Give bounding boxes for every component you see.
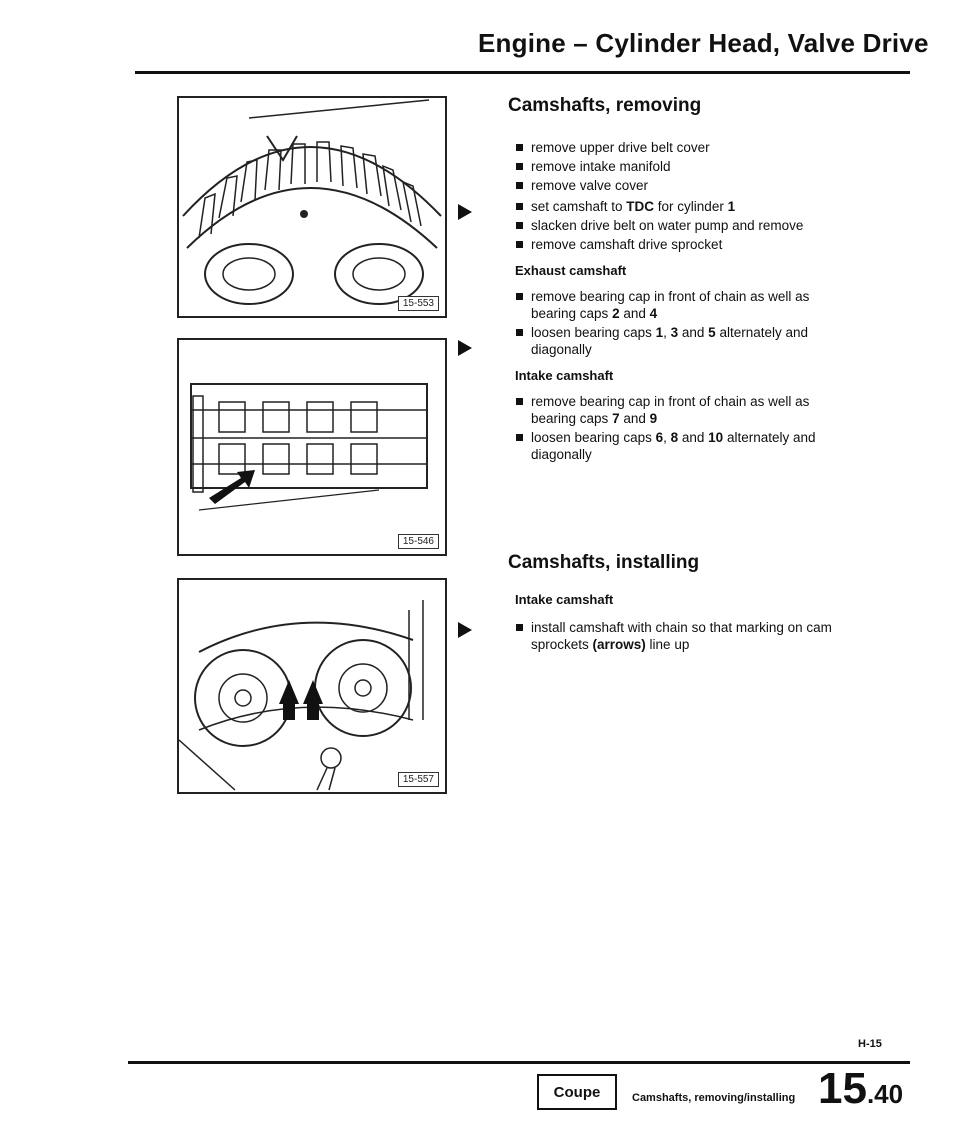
exhaust-steps — [515, 288, 855, 358]
list-item: remove bearing cap in front of chain as well as bearing caps 2 and 4 — [515, 288, 855, 322]
intake-steps — [515, 393, 855, 463]
list-item: remove bearing cap in front of chain as well as bearing caps 7 and 9 — [515, 393, 855, 427]
removing-group-tdc — [515, 198, 855, 253]
list-item: remove upper drive belt cover — [515, 139, 855, 156]
pointer-arrow-icon — [458, 204, 472, 220]
page-title: Engine – Cylinder Head, Valve Drive — [478, 28, 929, 58]
removing-group-prep — [515, 139, 855, 194]
figure-cam-sprockets — [177, 578, 447, 794]
subsection-title-intake-install: Intake camshaft — [515, 592, 614, 607]
list-item: remove camshaft drive sprocket — [515, 236, 855, 253]
figure-sprocket — [177, 96, 447, 318]
figure-label: 15-553 — [398, 296, 439, 311]
figure-label: 15-546 — [398, 534, 439, 549]
pointer-arrow-icon — [458, 340, 472, 356]
figure-label: 15-557 — [398, 772, 439, 787]
pointer-arrow-icon — [458, 622, 472, 638]
section-title-installing: Camshafts, installing — [508, 552, 700, 573]
cam-sprockets-illustration — [179, 580, 445, 792]
model-badge: Coupe — [537, 1074, 617, 1110]
figure-bearing-caps — [177, 338, 447, 556]
list-item: loosen bearing caps 1, 3 and 5 alternately and diagonally — [515, 324, 855, 358]
page-reference: H-15 — [858, 1038, 882, 1050]
subsection-title-intake: Intake camshaft — [515, 368, 614, 383]
footer-rule — [128, 1061, 910, 1064]
list-item: loosen bearing caps 6, 8 and 10 alternately and diagonally — [515, 429, 855, 463]
installing-steps — [515, 592, 855, 655]
sprocket-illustration — [179, 98, 445, 316]
list-item: remove intake manifold — [515, 158, 855, 175]
removing-steps — [515, 139, 855, 465]
subsection-title-exhaust: Exhaust camshaft — [515, 263, 627, 278]
list-item: install camshaft with chain so that marking on cam sprockets (arrows) line up — [515, 619, 855, 653]
list-item: remove valve cover — [515, 177, 855, 194]
header-rule — [135, 71, 910, 74]
list-item: slacken drive belt on water pump and remove — [515, 217, 855, 234]
cylinder-head-illustration — [179, 340, 445, 554]
page-number: 15.40 — [818, 1064, 904, 1113]
install-steps — [515, 619, 855, 653]
footer-section-title: Camshafts, removing/installing — [632, 1092, 796, 1104]
section-title-removing: Camshafts, removing — [508, 95, 702, 116]
list-item: set camshaft to TDC for cylinder 1 — [515, 198, 855, 215]
